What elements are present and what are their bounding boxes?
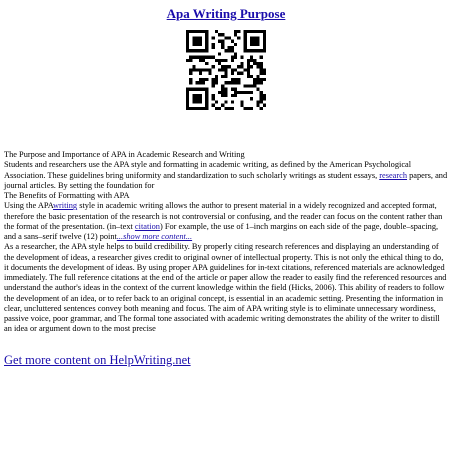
paragraph-benefits <box>4 201 448 242</box>
paragraph-intro <box>4 160 448 191</box>
paragraph-credibility: As a researcher, the APA style helps to build credibility. By properly citing research references and displaying an understanding of the development of ideas, a researcher gives credit to original owner of intellectual property. This is not only the ethical thing to do, it documents the development of ideas. By using proper APA guidelines for in-text citations, referenced materials are acknowledged immediately. The full reference citations at the end of the article or paper allow the reader to easily find the referenced resources and understand the author's ideas in the context of the current knowledge within the field (Hicks, 2006). This ability of readers to follow the development of an idea, or to refer back to an original concept, is essential in an academic setting. Presenting the information in clear, uncluttered sentences convey both meaning and focus. The aim of APA writing style is to eliminate unnecessary wordiness, passive voice, poor grammar, and The formal tone associated with academic writing demonstrates the ability of the writer to distill an idea or argument down to the most precise <box>4 242 447 334</box>
qr-code-icon <box>186 30 266 110</box>
section-heading-purpose: The Purpose and Importance of APA in Academic Research and Writing <box>4 150 245 159</box>
paragraph-benefits-text-mid: style in academic writing allows the author to present material in a widely recognized and accepted format, therefore the basic presentation of the research is not controversial or confusing, and the reader can focus on the content rather than the format of the presentation. (in–text <box>4 201 443 231</box>
section-heading-benefits: The Benefits of Formatting with APA <box>4 191 130 200</box>
paragraph-intro-text-end: papers, and journal articles. By setting the foundation for <box>4 170 448 190</box>
paragraph-benefits-text-end: ) For example, the use of 1–inch margins on each side of the page, double–spacing, and a sans–serif twelve (12) point <box>4 221 439 241</box>
qr-code-container <box>4 30 448 115</box>
article-body <box>4 150 448 335</box>
writing-link[interactable]: writing <box>53 201 78 211</box>
paragraph-benefits-text: Using the APA <box>4 201 53 211</box>
citation-link[interactable]: citation <box>134 221 160 231</box>
show-more-link[interactable]: ...show more content... <box>116 232 193 241</box>
research-link[interactable]: research <box>379 170 408 180</box>
page <box>0 6 452 458</box>
page-title-link[interactable]: Apa Writing Purpose <box>166 6 286 21</box>
paragraph-intro-text: Students and researchers use the APA style and formatting in academic writing, as defined by the American Psychological Association. These guidelines bring uniformity and standardization to such scholarly writings as student essays, <box>4 160 412 180</box>
page-title <box>4 6 448 22</box>
footer <box>4 353 448 368</box>
get-more-content-link[interactable]: Get more content on HelpWriting.net <box>4 352 191 367</box>
